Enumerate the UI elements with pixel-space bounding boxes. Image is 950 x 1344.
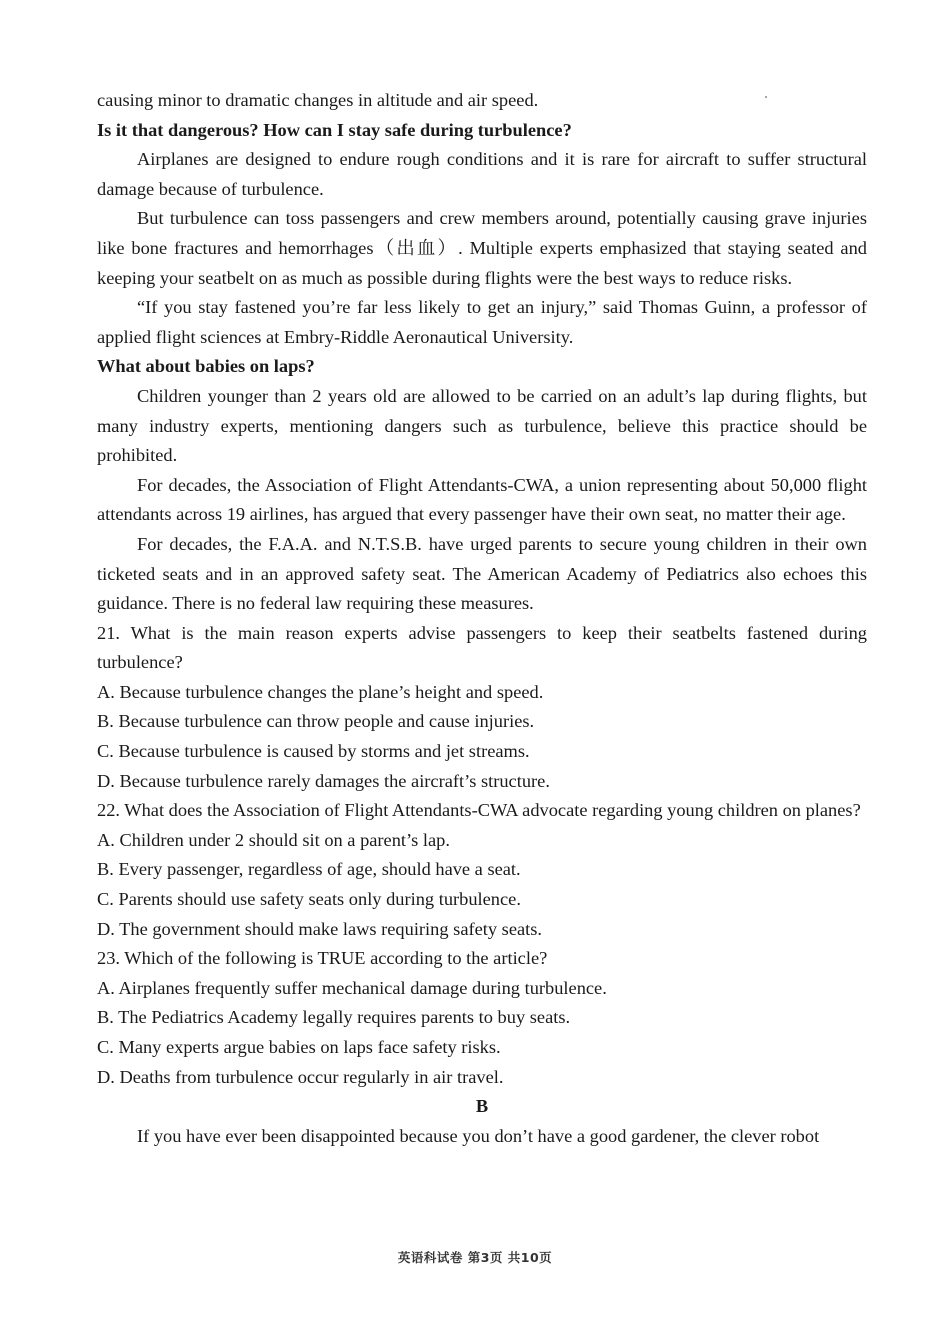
section-b-first-line: If you have ever been disappointed because you don’t have a good gardener, the clever robot [137, 1125, 820, 1146]
paragraph-faa: For decades, the F.A.A. and N.T.S.B. have urged parents to secure young children in their own ticketed seats and in an approved safety seat. The American Academy of Pediatrics also echoes this guidance. There is no federal law requiring these measures. [97, 533, 867, 614]
paragraph-designed: Airplanes are designed to endure rough conditions and it is rare for aircraft to suffer structural damage because of turbulence. [97, 149, 867, 199]
option-b: B. The Pediatrics Academy legally requires parents to buy seats. [97, 1007, 571, 1028]
continuation-line: causing minor to dramatic changes in altitude and air speed. [97, 90, 539, 110]
option-a: A. Children under 2 should sit on a parent’s lap. [97, 829, 450, 850]
option-d: D. Deaths from turbulence occur regularly in air travel. [97, 1066, 504, 1087]
option-b: B. Because turbulence can throw people and cause injuries. [97, 711, 535, 732]
option-a: A. Airplanes frequently suffer mechanical damage during turbulence. [97, 977, 607, 998]
option-c: C. Parents should use safety seats only during turbulence. [97, 889, 521, 910]
heading-danger: Is it that dangerous? How can I stay safe during turbulence? [97, 119, 572, 140]
option-a: A. Because turbulence changes the plane’s height and speed. [97, 681, 544, 702]
paragraph-association: For decades, the Association of Flight Attendants-CWA, a union representing about 50,000 flight attendants across 19 airlines, has argued that every passenger have their own seat, no matter their age. [97, 474, 867, 525]
paragraph-toss: But turbulence can toss passengers and crew members around, potentially causing grave injuries like bone fractures and hemorrhages（出血）. Multiple experts emphasized that staying seated and keeping your seatbelt on as much as possible during flights were the best ways to reduce risks. [97, 208, 867, 288]
option-d: D. The government should make laws requiring safety seats. [97, 918, 543, 939]
question-22 [97, 796, 867, 944]
option-c: C. Because turbulence is caused by storms and jet streams. [97, 741, 530, 762]
question-stem: 21. What is the main reason experts advise passengers to keep their seatbelts fastened during turbulence? [97, 622, 867, 673]
page-footer: 英语科试卷 第3页 共10页 [397, 1250, 553, 1265]
question-stem: 23. Which of the following is TRUE according to the article? [97, 948, 548, 969]
heading-babies: What about babies on laps? [97, 356, 315, 377]
option-c: C. Many experts argue babies on laps face safety risks. [97, 1037, 501, 1057]
paragraph-children: Children younger than 2 years old are allowed to be carried on an adult’s lap during flights, but many industry experts, mentioning dangers such as turbulence, believe this practice should be prohibited. [97, 385, 867, 466]
option-b: B. Every passenger, regardless of age, should have a seat. [97, 859, 521, 880]
section-b-letter: B [475, 1096, 489, 1117]
question-23 [97, 944, 867, 1092]
option-d: D. Because turbulence rarely damages the aircraft’s structure. [97, 770, 550, 791]
paragraph-quote: “If you stay fastened you’re far less likely to get an injury,” said Thomas Guinn, a professor of applied flight sciences at Embry-Riddle Aeronautical University. [97, 297, 867, 347]
question-21 [97, 619, 867, 797]
question-stem: 22. What does the Association of Flight Attendants-CWA advocate regarding young children on planes? [97, 800, 861, 821]
exam-page-body [97, 86, 867, 1151]
